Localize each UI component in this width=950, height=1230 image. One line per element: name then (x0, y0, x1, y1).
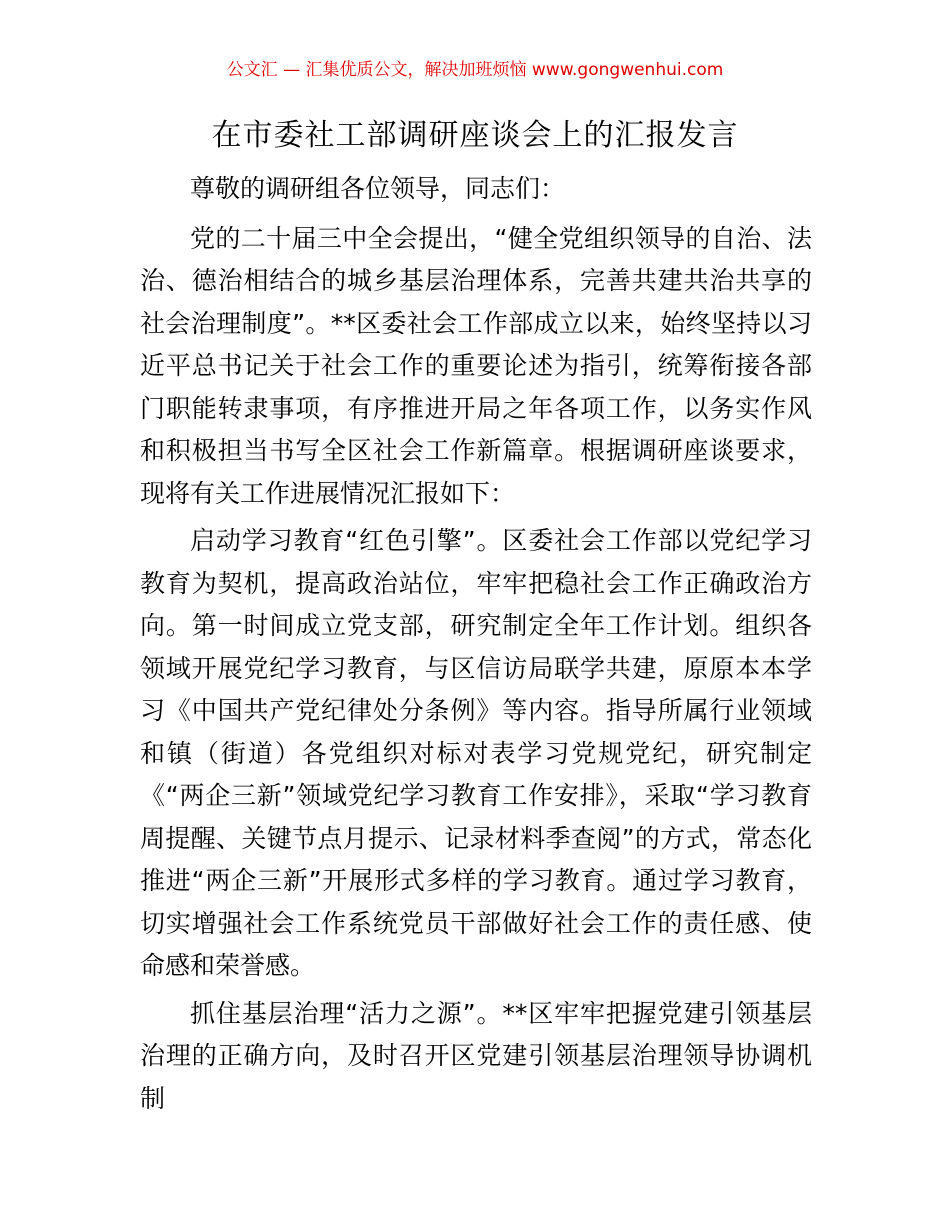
salutation: 尊敬的调研组各位领导，同志们： (190, 174, 566, 203)
paragraph-grassroots-governance: 抓住基层治理“活力之源”。**区牢牢把握党建引领基层治理的正确方向，及时召开区党建引领基层治理领导协调机制 (140, 998, 812, 1113)
paragraph-intro: 党的二十届三中全会提出，“健全党组织领导的自治、法治、德治相结合的城乡基层治理体系，完善共建共治共享的社会治理制度”。**区委社会工作部成立以来，始终坚持以习近平总书记关于社会工作的重要论述为指引，统筹衔接各部门职能转隶事项，有序推进开局之年各项工作，以务实作风和积极担当书写全区社会工作新篇章。根据调研座谈要求，现将有关工作进展情况汇报如下： (140, 223, 812, 508)
document-body (140, 168, 812, 1125)
document-title: 在市委社工部调研座谈会上的汇报发言 (211, 118, 739, 153)
site-header-banner[interactable]: 公文汇 — 汇集优质公文，解决加班烦恼 www.gongwenhui.com (226, 60, 724, 80)
paragraph-study-education: 启动学习教育“红色引擎”。区委社会工作部以党纪学习教育为契机，提高政治站位，牢牢把稳社会工作正确政治方向。第一时间成立党支部，研究制定全年工作计划。组织各领域开展党纪学习教育，与区信访局联学共建，原原本本学习《中国共产党纪律处分条例》等内容。指导所属行业领域和镇（街道）各党组织对标对表学习党规党纪，研究制定《“两企三新”领域党纪学习教育工作安排》，采取“学习教育周提醒、关键节点月提示、记录材料季查阅”的方式，常态化推进“两企三新”开展形式多样的学习教育。通过学习教育，切实增强社会工作系统党员干部做好社会工作的责任感、使命感和荣誉感。 (140, 526, 812, 980)
